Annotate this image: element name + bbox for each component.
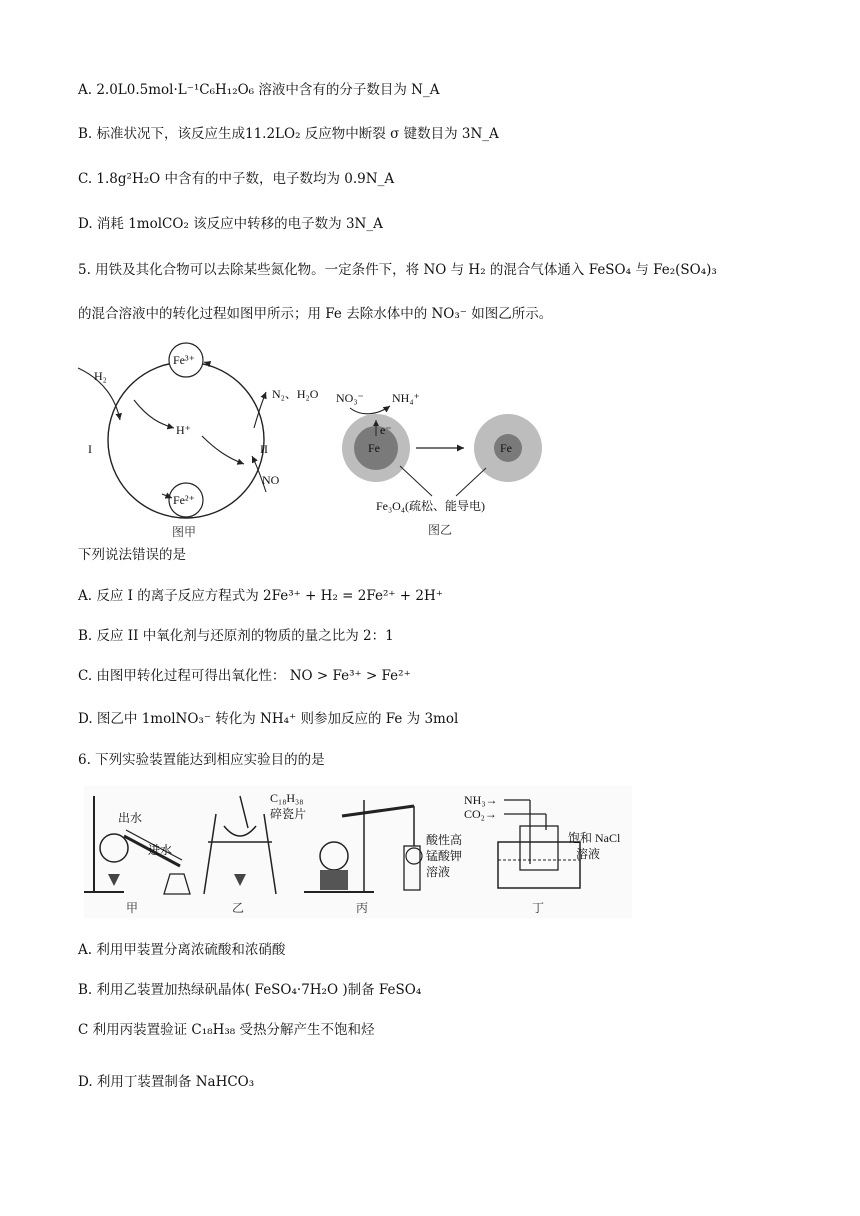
- fe-right-label: Fe: [500, 441, 512, 455]
- jia-in-label: 进水: [148, 843, 173, 857]
- figure-yi: [336, 376, 560, 540]
- q5-prompt: 下列说法错误的是: [78, 547, 186, 563]
- h2-label: H₂: [94, 369, 107, 383]
- ding-solution-2: 溶液: [576, 847, 601, 861]
- hplus-in-arrow: [134, 400, 174, 428]
- hplus-out-arrow: [202, 436, 244, 464]
- products-arrow: [254, 392, 266, 428]
- products-label: N₂、H₂O: [272, 387, 319, 401]
- shell-pointer-left: [400, 466, 432, 496]
- q5-option-b: B. 反应 II 中氧化剂与还原剂的物质的量之比为 2：1: [78, 628, 394, 644]
- q6-stem: 6. 下列实验装置能达到相应实验目的的是: [78, 752, 325, 768]
- jia-out-label: 出水: [118, 811, 143, 825]
- ding-caption: 丁: [532, 901, 545, 915]
- bing-solution-1: 酸性高: [426, 833, 463, 847]
- no-label: NO: [262, 473, 280, 487]
- bing-solution-3: 溶液: [426, 865, 451, 879]
- figure-yi-caption: 图乙: [428, 523, 453, 537]
- fe2-label: Fe²⁺: [173, 493, 195, 507]
- electron-label: e⁻: [380, 423, 392, 437]
- q5-option-a: A. 反应 I 的离子反应方程式为 2Fe³⁺ + H₂ = 2Fe²⁺ + 2H⁺: [78, 588, 443, 604]
- q6-option-d: D. 利用丁装置制备 NaHCO₃: [78, 1074, 255, 1090]
- no3-to-nh4-arrow: [350, 406, 390, 414]
- bing-solution-2: 锰酸钾: [426, 849, 463, 863]
- q4-option-d: D. 消耗 1molCO₂ 该反应中转移的电子数为 3N_A: [78, 216, 383, 232]
- no3-label: NO₃⁻: [336, 391, 364, 405]
- shell-pointer-right: [456, 468, 486, 496]
- fe3-label: Fe³⁺: [173, 353, 195, 367]
- figure-jia-caption: 图甲: [172, 525, 197, 539]
- ding-co2: CO₂→: [464, 807, 497, 821]
- nh4-label: NH₄⁺: [392, 391, 420, 405]
- q5-stem-line2: 的混合溶液中的转化过程如图甲所示；用 Fe 去除水体中的 NO₃⁻ 如图乙所示。: [78, 306, 553, 322]
- bing-reagent1: C₁₈H₃₈: [270, 791, 304, 805]
- q6-option-c: C 利用丙装置验证 C₁₈H₃₈ 受热分解产生不饱和烃: [78, 1022, 375, 1038]
- ding-solution-1: 饱和 NaCl: [568, 831, 621, 845]
- roman-one-label: I: [88, 442, 92, 456]
- figure-jia: [76, 340, 336, 540]
- jia-caption: 甲: [126, 901, 139, 915]
- q4-option-a: A. 2.0L0.5mol·L⁻¹C₆H₁₂O₆ 溶液中含有的分子数目为 N_A: [78, 82, 440, 98]
- q5-option-c: C. 由图甲转化过程可得出氧化性： NO > Fe³⁺ > Fe²⁺: [78, 668, 411, 684]
- q6-option-b: B. 利用乙装置加热绿矾晶体( FeSO₄·7H₂O )制备 FeSO₄: [78, 982, 422, 998]
- shell-note: Fe₃O₄(疏松、能导电): [376, 499, 486, 513]
- yi-caption: 乙: [232, 901, 245, 915]
- bing-reagent2: 碎瓷片: [270, 807, 307, 821]
- roman-two-label: II: [260, 442, 268, 456]
- q5-stem-line1: 5. 用铁及其化合物可以去除某些氮化物。一定条件下，将 NO 与 H₂ 的混合气体通入 FeSO₄ 与 Fe₂(SO₄)₃: [78, 262, 717, 278]
- q4-option-b: B. 标准状况下，该反应生成11.2LO₂ 反应物中断裂 σ 键数目为 3N_A: [78, 126, 499, 142]
- q6-option-a: A. 利用甲装置分离浓硫酸和浓硝酸: [78, 942, 286, 958]
- ding-nh3: NH₃→: [464, 793, 498, 807]
- q4-option-c: C. 1.8g²H₂O 中含有的中子数，电子数均为 0.9N_A: [78, 171, 395, 187]
- hplus-label: H⁺: [176, 423, 191, 437]
- figure-apparatus: [84, 786, 632, 918]
- q5-option-d: D. 图乙中 1molNO₃⁻ 转化为 NH₄⁺ 则参加反应的 Fe 为 3mol: [78, 711, 459, 727]
- bing-caption: 丙: [356, 901, 369, 915]
- fe-left-label: Fe: [368, 441, 380, 455]
